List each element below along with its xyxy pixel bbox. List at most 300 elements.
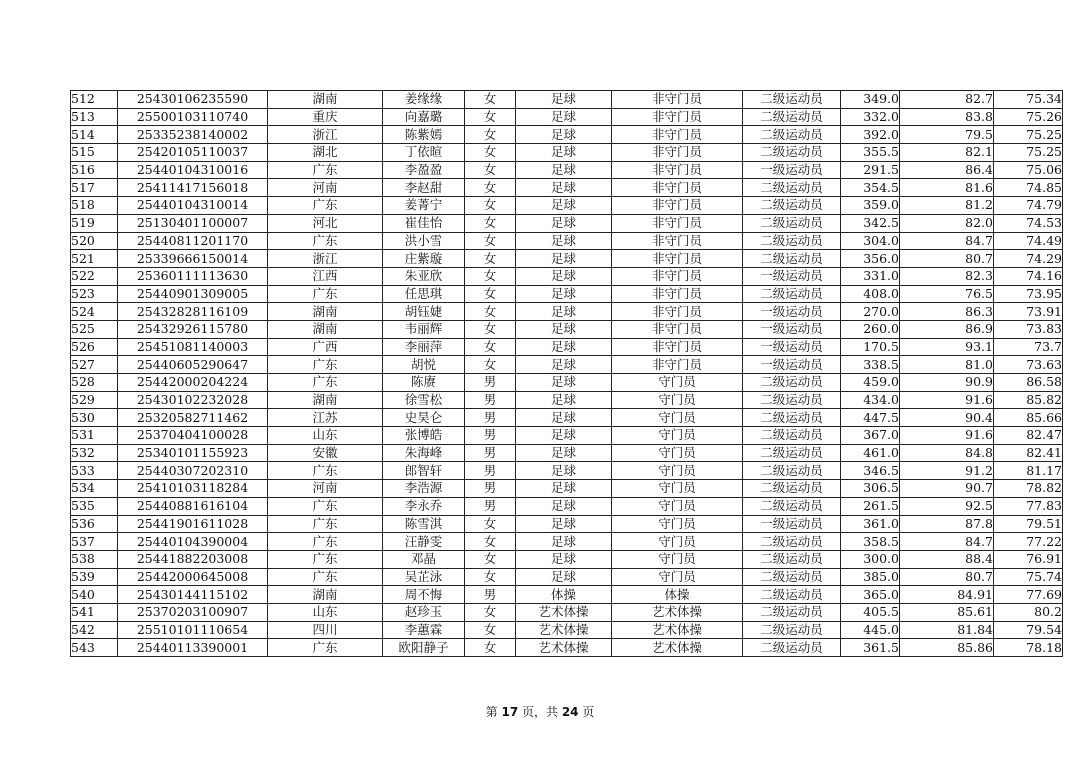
exam-id-cell: 25440901309005 xyxy=(118,285,268,303)
name-cell: 史昊仑 xyxy=(383,409,465,427)
sport-cell: 足球 xyxy=(516,232,612,250)
specialty-score-cell: 270.0 xyxy=(841,303,900,321)
total-score-cell: 73.7 xyxy=(994,338,1063,356)
culture-score-cell: 86.4 xyxy=(900,161,994,179)
total-score-cell: 73.91 xyxy=(994,303,1063,321)
specialty-score-cell: 356.0 xyxy=(841,250,900,268)
event-cell: 守门员 xyxy=(612,374,743,392)
table-row xyxy=(71,144,1063,162)
row-number-cell: 537 xyxy=(71,533,118,551)
name-cell: 邓晶 xyxy=(383,550,465,568)
name-cell: 李盈盈 xyxy=(383,161,465,179)
athlete-level-cell: 二级运动员 xyxy=(743,197,841,215)
event-cell: 守门员 xyxy=(612,568,743,586)
specialty-score-cell: 261.5 xyxy=(841,497,900,515)
athlete-level-cell: 二级运动员 xyxy=(743,639,841,657)
athlete-level-cell: 二级运动员 xyxy=(743,214,841,232)
total-score-cell: 81.17 xyxy=(994,462,1063,480)
event-cell: 非守门员 xyxy=(612,267,743,285)
event-cell: 守门员 xyxy=(612,462,743,480)
name-cell: 洪小雪 xyxy=(383,232,465,250)
exam-id-cell: 25360111113630 xyxy=(118,267,268,285)
gender-cell: 女 xyxy=(465,515,516,533)
province-cell: 广东 xyxy=(268,197,383,215)
culture-score-cell: 87.8 xyxy=(900,515,994,533)
name-cell: 吴芷泳 xyxy=(383,568,465,586)
specialty-score-cell: 361.0 xyxy=(841,515,900,533)
total-score-cell: 82.41 xyxy=(994,444,1063,462)
name-cell: 向嘉璐 xyxy=(383,108,465,126)
event-cell: 守门员 xyxy=(612,550,743,568)
total-score-cell: 74.53 xyxy=(994,214,1063,232)
athlete-level-cell: 一级运动员 xyxy=(743,515,841,533)
name-cell: 姜缘缘 xyxy=(383,91,465,109)
row-number-cell: 541 xyxy=(71,603,118,621)
row-number-cell: 521 xyxy=(71,250,118,268)
row-number-cell: 512 xyxy=(71,91,118,109)
row-number-cell: 526 xyxy=(71,338,118,356)
current-page-number: 17 xyxy=(501,705,519,719)
culture-score-cell: 85.86 xyxy=(900,639,994,657)
athlete-level-cell: 二级运动员 xyxy=(743,586,841,604)
exam-id-cell: 25440104310014 xyxy=(118,197,268,215)
row-number-cell: 531 xyxy=(71,427,118,445)
specialty-score-cell: 300.0 xyxy=(841,550,900,568)
specialty-score-cell: 367.0 xyxy=(841,427,900,445)
gender-cell: 男 xyxy=(465,462,516,480)
sport-cell: 足球 xyxy=(516,179,612,197)
province-cell: 广东 xyxy=(268,550,383,568)
gender-cell: 女 xyxy=(465,250,516,268)
sport-cell: 足球 xyxy=(516,497,612,515)
table-row xyxy=(71,586,1063,604)
name-cell: 韦丽辉 xyxy=(383,320,465,338)
table-row xyxy=(71,480,1063,498)
name-cell: 姜菁宁 xyxy=(383,197,465,215)
name-cell: 胡钰婕 xyxy=(383,303,465,321)
province-cell: 广东 xyxy=(268,232,383,250)
table-row xyxy=(71,179,1063,197)
table-row xyxy=(71,267,1063,285)
name-cell: 周不悔 xyxy=(383,586,465,604)
sport-cell: 足球 xyxy=(516,480,612,498)
athlete-level-cell: 二级运动员 xyxy=(743,285,841,303)
exam-id-cell: 25440113390001 xyxy=(118,639,268,657)
event-cell: 非守门员 xyxy=(612,126,743,144)
athlete-level-cell: 二级运动员 xyxy=(743,427,841,445)
row-number-cell: 536 xyxy=(71,515,118,533)
culture-score-cell: 91.6 xyxy=(900,427,994,445)
gender-cell: 男 xyxy=(465,480,516,498)
specialty-score-cell: 291.5 xyxy=(841,161,900,179)
total-score-cell: 73.63 xyxy=(994,356,1063,374)
culture-score-cell: 90.7 xyxy=(900,480,994,498)
table-row xyxy=(71,356,1063,374)
row-number-cell: 539 xyxy=(71,568,118,586)
event-cell: 非守门员 xyxy=(612,161,743,179)
culture-score-cell: 93.1 xyxy=(900,338,994,356)
row-number-cell: 525 xyxy=(71,320,118,338)
table-row xyxy=(71,161,1063,179)
culture-score-cell: 81.6 xyxy=(900,179,994,197)
sport-cell: 足球 xyxy=(516,444,612,462)
exam-id-cell: 25432828116109 xyxy=(118,303,268,321)
athlete-level-cell: 一级运动员 xyxy=(743,320,841,338)
name-cell: 胡悦 xyxy=(383,356,465,374)
table-row xyxy=(71,374,1063,392)
province-cell: 广东 xyxy=(268,356,383,374)
culture-score-cell: 86.3 xyxy=(900,303,994,321)
event-cell: 非守门员 xyxy=(612,250,743,268)
sport-cell: 足球 xyxy=(516,515,612,533)
sport-cell: 足球 xyxy=(516,126,612,144)
specialty-score-cell: 338.5 xyxy=(841,356,900,374)
exam-id-cell: 25432926115780 xyxy=(118,320,268,338)
culture-score-cell: 81.2 xyxy=(900,197,994,215)
row-number-cell: 534 xyxy=(71,480,118,498)
row-number-cell: 523 xyxy=(71,285,118,303)
sport-cell: 足球 xyxy=(516,568,612,586)
specialty-score-cell: 445.0 xyxy=(841,621,900,639)
row-number-cell: 532 xyxy=(71,444,118,462)
culture-score-cell: 86.9 xyxy=(900,320,994,338)
event-cell: 守门员 xyxy=(612,515,743,533)
exam-id-cell: 25440104390004 xyxy=(118,533,268,551)
event-cell: 艺术体操 xyxy=(612,603,743,621)
culture-score-cell: 81.84 xyxy=(900,621,994,639)
specialty-score-cell: 260.0 xyxy=(841,320,900,338)
name-cell: 任思琪 xyxy=(383,285,465,303)
province-cell: 江西 xyxy=(268,267,383,285)
table-row xyxy=(71,91,1063,109)
athlete-level-cell: 二级运动员 xyxy=(743,444,841,462)
name-cell: 张博皓 xyxy=(383,427,465,445)
event-cell: 守门员 xyxy=(612,391,743,409)
sport-cell: 足球 xyxy=(516,338,612,356)
gender-cell: 男 xyxy=(465,427,516,445)
province-cell: 湖南 xyxy=(268,391,383,409)
sport-cell: 足球 xyxy=(516,285,612,303)
gender-cell: 女 xyxy=(465,214,516,232)
gender-cell: 女 xyxy=(465,144,516,162)
culture-score-cell: 84.91 xyxy=(900,586,994,604)
event-cell: 非守门员 xyxy=(612,356,743,374)
name-cell: 李蕙霖 xyxy=(383,621,465,639)
total-score-cell: 80.2 xyxy=(994,603,1063,621)
province-cell: 山东 xyxy=(268,603,383,621)
name-cell: 赵珍玉 xyxy=(383,603,465,621)
total-page-count: 24 xyxy=(561,705,579,719)
row-number-cell: 514 xyxy=(71,126,118,144)
gender-cell: 女 xyxy=(465,232,516,250)
athlete-level-cell: 一级运动员 xyxy=(743,267,841,285)
athlete-level-cell: 二级运动员 xyxy=(743,480,841,498)
gender-cell: 女 xyxy=(465,550,516,568)
exam-id-cell: 25339666150014 xyxy=(118,250,268,268)
culture-score-cell: 83.8 xyxy=(900,108,994,126)
athlete-level-cell: 二级运动员 xyxy=(743,391,841,409)
specialty-score-cell: 434.0 xyxy=(841,391,900,409)
province-cell: 湖北 xyxy=(268,144,383,162)
athlete-level-cell: 二级运动员 xyxy=(743,91,841,109)
sport-cell: 足球 xyxy=(516,303,612,321)
total-score-cell: 79.54 xyxy=(994,621,1063,639)
row-number-cell: 517 xyxy=(71,179,118,197)
event-cell: 守门员 xyxy=(612,533,743,551)
total-score-cell: 78.82 xyxy=(994,480,1063,498)
province-cell: 广东 xyxy=(268,285,383,303)
athlete-score-table xyxy=(70,90,1063,657)
total-score-cell: 75.74 xyxy=(994,568,1063,586)
exam-id-cell: 25440811201170 xyxy=(118,232,268,250)
specialty-score-cell: 365.0 xyxy=(841,586,900,604)
specialty-score-cell: 461.0 xyxy=(841,444,900,462)
athlete-level-cell: 一级运动员 xyxy=(743,161,841,179)
total-score-cell: 77.83 xyxy=(994,497,1063,515)
province-cell: 山东 xyxy=(268,427,383,445)
event-cell: 守门员 xyxy=(612,427,743,445)
province-cell: 河南 xyxy=(268,480,383,498)
gender-cell: 女 xyxy=(465,126,516,144)
specialty-score-cell: 359.0 xyxy=(841,197,900,215)
row-number-cell: 524 xyxy=(71,303,118,321)
total-score-cell: 79.51 xyxy=(994,515,1063,533)
gender-cell: 女 xyxy=(465,320,516,338)
table-row xyxy=(71,427,1063,445)
name-cell: 郎智轩 xyxy=(383,462,465,480)
gender-cell: 男 xyxy=(465,444,516,462)
table-row xyxy=(71,639,1063,657)
specialty-score-cell: 447.5 xyxy=(841,409,900,427)
province-cell: 广东 xyxy=(268,374,383,392)
name-cell: 陈紫嫣 xyxy=(383,126,465,144)
table-row xyxy=(71,126,1063,144)
gender-cell: 男 xyxy=(465,409,516,427)
gender-cell: 女 xyxy=(465,639,516,657)
table-row xyxy=(71,391,1063,409)
gender-cell: 男 xyxy=(465,497,516,515)
total-score-cell: 85.66 xyxy=(994,409,1063,427)
province-cell: 湖南 xyxy=(268,303,383,321)
gender-cell: 女 xyxy=(465,267,516,285)
name-cell: 李赵甜 xyxy=(383,179,465,197)
event-cell: 守门员 xyxy=(612,444,743,462)
sport-cell: 艺术体操 xyxy=(516,639,612,657)
culture-score-cell: 85.61 xyxy=(900,603,994,621)
total-score-cell: 74.16 xyxy=(994,267,1063,285)
exam-id-cell: 25320582711462 xyxy=(118,409,268,427)
athlete-level-cell: 二级运动员 xyxy=(743,126,841,144)
exam-id-cell: 25441901611028 xyxy=(118,515,268,533)
province-cell: 广东 xyxy=(268,639,383,657)
specialty-score-cell: 459.0 xyxy=(841,374,900,392)
sport-cell: 足球 xyxy=(516,550,612,568)
athlete-level-cell: 二级运动员 xyxy=(743,462,841,480)
event-cell: 非守门员 xyxy=(612,320,743,338)
total-score-cell: 86.58 xyxy=(994,374,1063,392)
event-cell: 非守门员 xyxy=(612,179,743,197)
specialty-score-cell: 361.5 xyxy=(841,639,900,657)
specialty-score-cell: 346.5 xyxy=(841,462,900,480)
gender-cell: 男 xyxy=(465,391,516,409)
athlete-level-cell: 二级运动员 xyxy=(743,550,841,568)
sport-cell: 足球 xyxy=(516,197,612,215)
exam-id-cell: 25430106235590 xyxy=(118,91,268,109)
page-footer xyxy=(0,703,1080,720)
table-body xyxy=(71,91,1063,657)
exam-id-cell: 25451081140003 xyxy=(118,338,268,356)
gender-cell: 女 xyxy=(465,568,516,586)
province-cell: 广东 xyxy=(268,568,383,586)
culture-score-cell: 90.4 xyxy=(900,409,994,427)
athlete-level-cell: 二级运动员 xyxy=(743,603,841,621)
name-cell: 庄紫璇 xyxy=(383,250,465,268)
gender-cell: 女 xyxy=(465,533,516,551)
table-row xyxy=(71,444,1063,462)
name-cell: 李浩源 xyxy=(383,480,465,498)
gender-cell: 女 xyxy=(465,338,516,356)
row-number-cell: 528 xyxy=(71,374,118,392)
total-score-cell: 75.26 xyxy=(994,108,1063,126)
province-cell: 浙江 xyxy=(268,126,383,144)
row-number-cell: 529 xyxy=(71,391,118,409)
culture-score-cell: 82.0 xyxy=(900,214,994,232)
gender-cell: 男 xyxy=(465,374,516,392)
row-number-cell: 530 xyxy=(71,409,118,427)
table-row xyxy=(71,497,1063,515)
exam-id-cell: 25442000204224 xyxy=(118,374,268,392)
sport-cell: 足球 xyxy=(516,91,612,109)
sport-cell: 足球 xyxy=(516,427,612,445)
gender-cell: 女 xyxy=(465,91,516,109)
name-cell: 朱海峰 xyxy=(383,444,465,462)
row-number-cell: 542 xyxy=(71,621,118,639)
sport-cell: 足球 xyxy=(516,320,612,338)
gender-cell: 女 xyxy=(465,303,516,321)
specialty-score-cell: 355.5 xyxy=(841,144,900,162)
specialty-score-cell: 385.0 xyxy=(841,568,900,586)
event-cell: 守门员 xyxy=(612,480,743,498)
exam-id-cell: 25440881616104 xyxy=(118,497,268,515)
total-score-cell: 75.25 xyxy=(994,126,1063,144)
athlete-level-cell: 二级运动员 xyxy=(743,374,841,392)
sport-cell: 足球 xyxy=(516,161,612,179)
athlete-level-cell: 二级运动员 xyxy=(743,108,841,126)
exam-id-cell: 25440104310016 xyxy=(118,161,268,179)
culture-score-cell: 84.7 xyxy=(900,533,994,551)
athlete-level-cell: 二级运动员 xyxy=(743,179,841,197)
footer-prefix: 第 xyxy=(485,705,502,719)
specialty-score-cell: 392.0 xyxy=(841,126,900,144)
table-row xyxy=(71,409,1063,427)
sport-cell: 足球 xyxy=(516,409,612,427)
specialty-score-cell: 342.5 xyxy=(841,214,900,232)
province-cell: 广东 xyxy=(268,161,383,179)
row-number-cell: 543 xyxy=(71,639,118,657)
table-row xyxy=(71,568,1063,586)
total-score-cell: 74.49 xyxy=(994,232,1063,250)
gender-cell: 女 xyxy=(465,179,516,197)
sport-cell: 足球 xyxy=(516,214,612,232)
culture-score-cell: 92.5 xyxy=(900,497,994,515)
culture-score-cell: 82.3 xyxy=(900,267,994,285)
event-cell: 非守门员 xyxy=(612,303,743,321)
sport-cell: 艺术体操 xyxy=(516,621,612,639)
culture-score-cell: 90.9 xyxy=(900,374,994,392)
specialty-score-cell: 405.5 xyxy=(841,603,900,621)
row-number-cell: 516 xyxy=(71,161,118,179)
row-number-cell: 535 xyxy=(71,497,118,515)
culture-score-cell: 88.4 xyxy=(900,550,994,568)
specialty-score-cell: 408.0 xyxy=(841,285,900,303)
specialty-score-cell: 331.0 xyxy=(841,267,900,285)
name-cell: 丁依暄 xyxy=(383,144,465,162)
exam-id-cell: 25500103110740 xyxy=(118,108,268,126)
table-row xyxy=(71,338,1063,356)
total-score-cell: 75.34 xyxy=(994,91,1063,109)
event-cell: 艺术体操 xyxy=(612,639,743,657)
gender-cell: 女 xyxy=(465,356,516,374)
row-number-cell: 533 xyxy=(71,462,118,480)
sport-cell: 艺术体操 xyxy=(516,603,612,621)
province-cell: 浙江 xyxy=(268,250,383,268)
province-cell: 广东 xyxy=(268,533,383,551)
athlete-level-cell: 一级运动员 xyxy=(743,303,841,321)
athlete-level-cell: 二级运动员 xyxy=(743,621,841,639)
gender-cell: 女 xyxy=(465,621,516,639)
total-score-cell: 75.06 xyxy=(994,161,1063,179)
name-cell: 朱亚欣 xyxy=(383,267,465,285)
total-score-cell: 73.83 xyxy=(994,320,1063,338)
athlete-level-cell: 二级运动员 xyxy=(743,568,841,586)
name-cell: 欧阳静子 xyxy=(383,639,465,657)
athlete-level-cell: 二级运动员 xyxy=(743,250,841,268)
row-number-cell: 522 xyxy=(71,267,118,285)
event-cell: 非守门员 xyxy=(612,197,743,215)
specialty-score-cell: 358.5 xyxy=(841,533,900,551)
row-number-cell: 540 xyxy=(71,586,118,604)
table-row xyxy=(71,250,1063,268)
gender-cell: 女 xyxy=(465,603,516,621)
table-row xyxy=(71,621,1063,639)
culture-score-cell: 76.5 xyxy=(900,285,994,303)
sport-cell: 足球 xyxy=(516,250,612,268)
table-row xyxy=(71,550,1063,568)
gender-cell: 女 xyxy=(465,161,516,179)
table-row xyxy=(71,232,1063,250)
row-number-cell: 513 xyxy=(71,108,118,126)
total-score-cell: 76.91 xyxy=(994,550,1063,568)
event-cell: 非守门员 xyxy=(612,214,743,232)
culture-score-cell: 91.2 xyxy=(900,462,994,480)
name-cell: 陈雪淇 xyxy=(383,515,465,533)
exam-id-cell: 25411417156018 xyxy=(118,179,268,197)
athlete-level-cell: 二级运动员 xyxy=(743,144,841,162)
name-cell: 汪静雯 xyxy=(383,533,465,551)
culture-score-cell: 82.7 xyxy=(900,91,994,109)
name-cell: 李永乔 xyxy=(383,497,465,515)
row-number-cell: 538 xyxy=(71,550,118,568)
table-row xyxy=(71,533,1063,551)
specialty-score-cell: 354.5 xyxy=(841,179,900,197)
event-cell: 非守门员 xyxy=(612,285,743,303)
specialty-score-cell: 306.5 xyxy=(841,480,900,498)
gender-cell: 女 xyxy=(465,285,516,303)
sport-cell: 足球 xyxy=(516,144,612,162)
row-number-cell: 520 xyxy=(71,232,118,250)
sport-cell: 足球 xyxy=(516,108,612,126)
athlete-level-cell: 二级运动员 xyxy=(743,232,841,250)
